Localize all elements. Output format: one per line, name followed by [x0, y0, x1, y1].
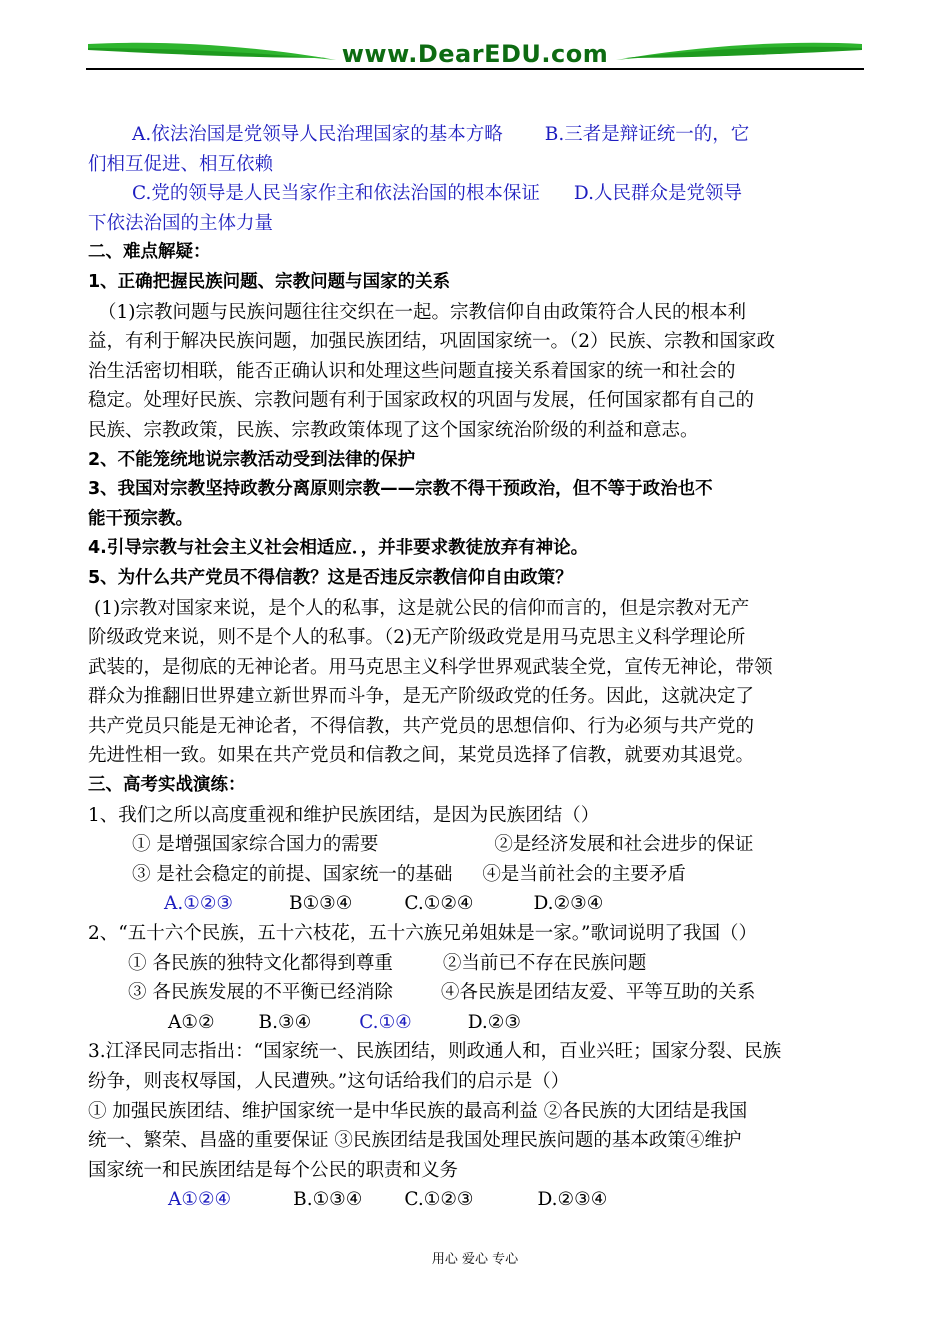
- option-d: D.人民群众是党领导: [573, 183, 742, 205]
- option-line: 下依法治国的主体力量: [88, 212, 274, 234]
- subheading: 2、不能笼统地说宗教活动受到法律的保护: [88, 449, 416, 470]
- section-heading: 三、高考实战演练：: [88, 775, 246, 796]
- question-line: 纷争，则丧权辱国，人民遭殃。”这句话给我们的启示是（）: [88, 1071, 570, 1092]
- answer-d: D.②③: [467, 1011, 521, 1033]
- subheading: 4.引导宗教与社会主义社会相适应．，并非要求教徒放弃有神论。: [88, 538, 589, 559]
- choice-line: [88, 949, 866, 979]
- paragraph-line: 稳定。处理好民族、宗教问题有利于国家政权的巩固与发展，任何国家都有自己的: [88, 390, 755, 412]
- page-footer: 用心 爱心 专心: [431, 1252, 519, 1267]
- answer-a: A①②: [168, 1011, 215, 1033]
- site-logo: www.DearEDU.com: [341, 40, 609, 68]
- option-line: 们相互促进、相互依赖: [88, 153, 274, 175]
- answer-c: C.①②④: [404, 893, 474, 915]
- answer-d: D.②③④: [533, 893, 604, 915]
- paragraph-line: 先进性相一致。如果在共产党员和信教之间，某党员选择了信教，就要劝其退党。: [88, 745, 755, 767]
- document-body: [88, 120, 866, 1215]
- subheading: 能干预宗教。: [88, 508, 193, 529]
- answer-line: [88, 1008, 866, 1038]
- choice-item: ④各民族是团结友爱、平等互助的关系: [440, 982, 756, 1004]
- question-line: 1、我们之所以高度重视和维护民族团结，是因为民族团结（）: [88, 804, 600, 826]
- paragraph-line: 益，有利于解决民族问题，加强民族团结，巩固国家统一。（2）民族、宗教和国家政: [88, 331, 776, 353]
- choice-item: ① 是增强国家综合国力的需要: [132, 834, 379, 856]
- choice-item: ① 各民族的独特文化都得到尊重: [128, 952, 393, 974]
- answer-line: [88, 1185, 866, 1215]
- paragraph-line: 阶级政党来说，则不是个人的私事。（2)无产阶级政党是用马克思主义科学理论所: [88, 627, 746, 649]
- option-a: A.依法治国是党领导人民治理国家的基本方略: [132, 124, 503, 145]
- choice-line: ① 加强民族团结、维护国家统一是中华民族的最高利益 ②各民族的大团结是我国: [88, 1100, 748, 1122]
- subheading: 5、为什么共产党员不得信教？这是否违反宗教信仰自由政策？: [88, 567, 573, 588]
- answer-c: C.①④: [359, 1011, 412, 1033]
- choice-item: ④是当前社会的主要矛盾: [482, 863, 686, 885]
- choice-line: [88, 978, 866, 1008]
- choice-line: [88, 860, 866, 890]
- paragraph-line: 治生活密切相联，能否正确认识和处理这些问题直接关系着国家的统一和社会的: [88, 360, 736, 382]
- choice-item: ②是经济发展和社会进步的保证: [494, 834, 754, 856]
- answer-b: B.③④: [258, 1011, 312, 1033]
- header-rule: [86, 68, 864, 70]
- choice-line: [88, 830, 866, 860]
- choice-item: ③ 是社会稳定的前提、国家统一的基础: [132, 863, 453, 885]
- answer-d: D.②③④: [537, 1189, 608, 1211]
- header-banner: [86, 36, 864, 76]
- answer-a: A①②④: [168, 1189, 232, 1211]
- paragraph-line: (1)宗教对国家来说，是个人的私事，这是就公民的信仰而言的，但是宗教对无产: [94, 597, 750, 619]
- subheading: 3、我国对宗教坚持政教分离原则宗教——宗教不得干预政治，但不等于政治也不: [88, 479, 713, 500]
- paragraph-line: （1)宗教问题与民族问题往往交织在一起。宗教信仰自由政策符合人民的根本利: [98, 301, 746, 323]
- question-line: 3.江泽民同志指出：“国家统一、民族团结，则政通人和，百业兴旺；国家分裂、民族: [88, 1041, 782, 1063]
- choice-item: ②当前已不存在民族问题: [442, 952, 647, 974]
- answer-b: B.①③④: [293, 1189, 363, 1211]
- choice-line: 国家统一和民族团结是每个公民的职责和义务: [88, 1159, 459, 1181]
- answer-c: C.①②③: [404, 1189, 474, 1211]
- section-heading: 二、难点解疑：: [88, 242, 211, 263]
- paragraph-line: 武装的，是彻底的无神论者。用马克思主义科学世界观武装全党，宣传无神论，带领: [88, 656, 773, 678]
- answer-line: [88, 889, 866, 919]
- choice-item: ③ 各民族发展的不平衡已经消除: [128, 982, 393, 1004]
- option-line: [88, 179, 866, 209]
- paragraph-line: 民族、宗教政策，民族、宗教政策体现了这个国家统治阶级的利益和意志。: [88, 419, 699, 441]
- option-line: [88, 120, 866, 150]
- option-b: B.三者是辩证统一的，它: [544, 124, 750, 145]
- paragraph-line: 群众为推翻旧世界建立新世界而斗争，是无产阶级政党的任务。因此，这就决定了: [88, 686, 755, 708]
- option-c: C.党的领导是人民当家作主和依法治国的根本保证: [132, 183, 540, 205]
- paragraph-line: 共产党员只能是无神论者，不得信教，共产党员的思想信仰、行为必须与共产党的: [88, 715, 755, 737]
- subheading: 1、正确把握民族问题、宗教问题与国家的关系: [88, 271, 451, 292]
- answer-b: B①③④: [289, 893, 353, 915]
- question-line: 2、“五十六个民族，五十六枝花，五十六族兄弟姐妹是一家。”歌词说明了我国（）: [88, 923, 757, 945]
- answer-a: A.①②③: [164, 893, 233, 915]
- choice-line: 统一、繁荣、昌盛的重要保证 ③民族团结是我国处理民族问题的基本政策④维护: [88, 1130, 742, 1152]
